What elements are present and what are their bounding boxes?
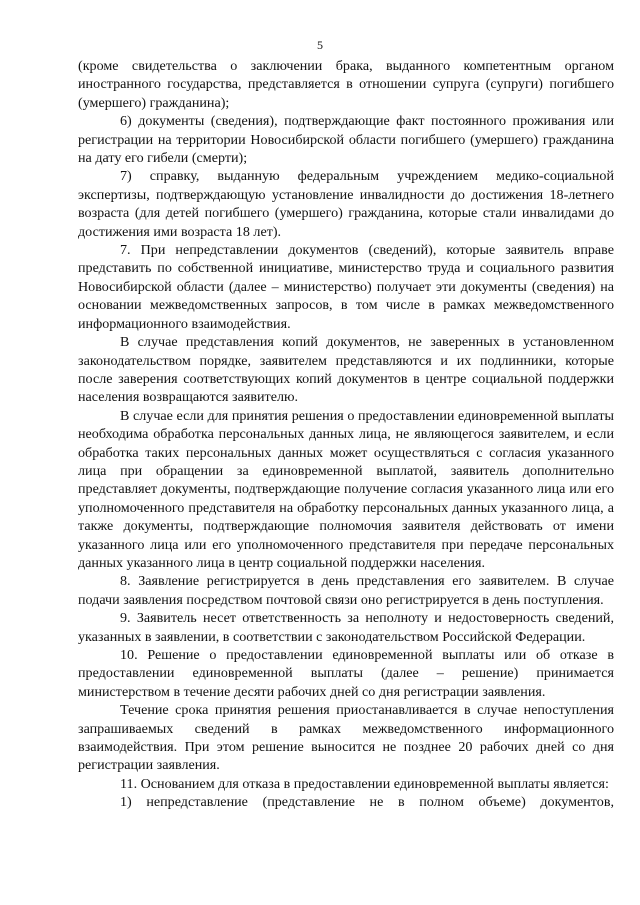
paragraph-item-7: 7) справку, выданную федеральным учреждением медико-социальной экспертизы, подтверждающую установление инвалидности до достижения 18-летнего возраста (для детей погибшего (умершего) гражданина, которые стали инвалидами до достижения ими возраста 18 лет).: [78, 168, 614, 240]
document-body: [78, 57, 614, 812]
paragraph-clause-8: 8. Заявление регистрируется в день представления его заявителем. В случае подачи заявления посредством почтовой связи оно регистрируется в день поступления.: [78, 573, 614, 608]
paragraph-clause-7: 7. При непредставлении документов (сведений), которые заявитель вправе представить по собственной инициативе, министерство труда и социального развития Новосибирской области (далее – министерство) получает эти документы (сведения) на основании межведомственных запросов, в том числе в рамках межведомственного информационного взаимодействия.: [78, 242, 614, 332]
paragraph-clause-11-item-1: 1) непредставление (представление не в полном объеме) документов,: [120, 794, 614, 811]
paragraph-clause-10: 10. Решение о предоставлении единовременной выплаты или об отказе в предоставлении единовременной выплаты (далее – решение) принимается министерством в течение десяти рабочих дней со дня регистрации заявления.: [78, 647, 614, 700]
paragraph-clause-11: 11. Основанием для отказа в предоставлении единовременной выплаты является:: [120, 775, 609, 792]
paragraph-suspension: Течение срока принятия решения приостанавливается в случае непоступления запрашиваемых сведений в рамках межведомственного информационного взаимодействия. При этом решение выносится не позднее 20 рабочих дней со дня регистрации заявления.: [78, 702, 614, 774]
page-number: 5: [317, 38, 323, 52]
paragraph-item-6: 6) документы (сведения), подтверждающие факт постоянного проживания или регистрации на территории Новосибирской области погибшего (умершего) гражданина на дату его гибели (смерти);: [78, 113, 614, 167]
paragraph-copies: В случае представления копий документов, не заверенных в установленном законодательством порядке, заявителем представляются и их подлинники, которые после заверения соответствующих копий документов в центре социальной поддержки населения возвращаются заявителю.: [78, 334, 614, 406]
paragraph-continuation: (кроме свидетельства о заключении брака, выданного компетентным органом иностранного государства, представляется в отношении супруга (супруги) погибшего (умершего) гражданина);: [78, 58, 614, 111]
paragraph-clause-9: 9. Заявитель несет ответственность за неполноту и недостоверность сведений, указанных в заявлении, в соответствии с законодательством Российской Федерации.: [78, 610, 614, 645]
paragraph-personal-data: В случае если для принятия решения о предоставлении единовременной выплаты необходима обработка персональных данных лица, не являющегося заявителем, и если обработка таких персональных данных может осуществляться с согласия указанного лица при обращении за единовременной выплатой, заявитель дополнительно представляет документы, подтверждающие получение согласия указанного лица или его уполномоченного представителя на обработку персональных данных указанного лица, а также документы, подтверждающие полномочия заявителя действовать от имени указанного лица или его уполномоченного представителя при передаче персональных данных указанного лица в центр социальной поддержки населения.: [78, 407, 614, 571]
